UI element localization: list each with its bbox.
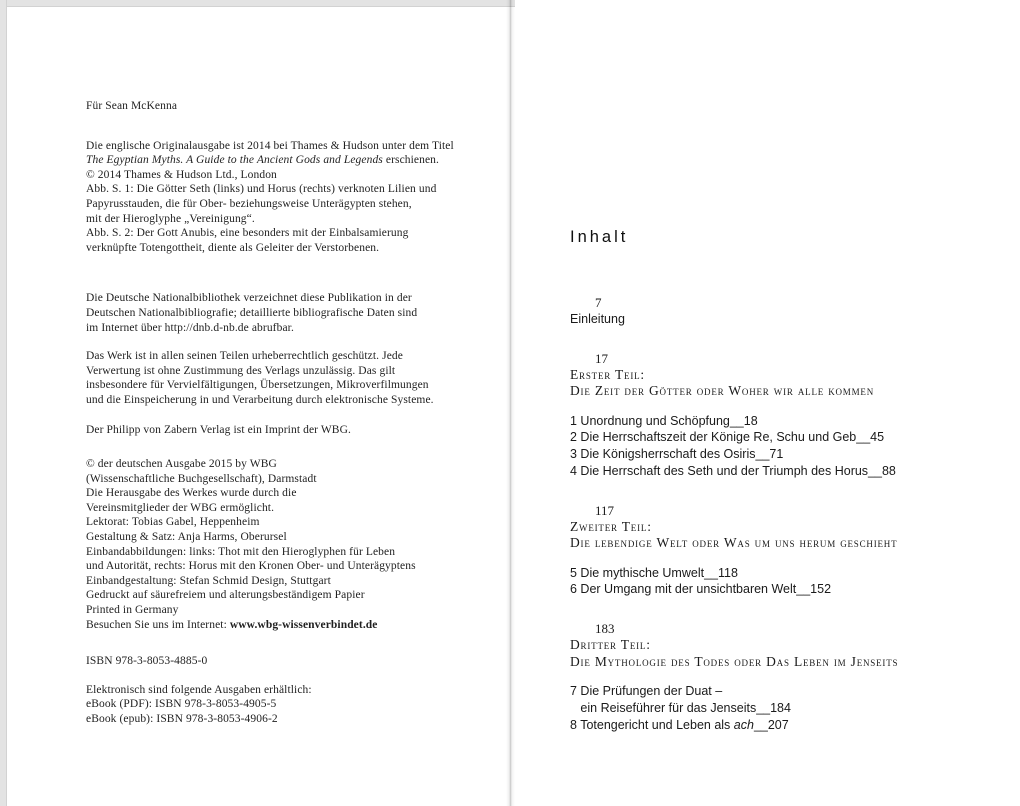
text-segment: Papyrusstauden, die für Ober- beziehungsweise Unterägypten stehen, [86, 197, 412, 210]
contents-page [515, 0, 1020, 806]
text-segment: 1 Unordnung und Schöpfung__18 [570, 413, 758, 428]
text-segment: Die Deutsche Nationalbibliothek verzeichnet diese Publikation in der [86, 292, 412, 305]
toc-chapter-entry [570, 429, 975, 446]
text-segment: ISBN 978-3-8053-4885-0 [86, 655, 208, 668]
text-line [86, 618, 506, 633]
text-segment: Die englische Originalausgabe ist 2014 bei Thames & Hudson unter dem Titel [86, 139, 454, 152]
page-left-edge [0, 0, 7, 806]
text-segment: © 2014 Thames & Hudson Ltd., London [86, 168, 277, 181]
text-segment: 4 Die Herrschaft des Seth und der Triumph des Horus__88 [570, 463, 896, 478]
toc-page-number: 183 [595, 621, 615, 637]
imprint-note-block [86, 423, 506, 438]
ebooks-block [86, 683, 506, 727]
toc-section [570, 620, 975, 733]
text-segment: Gedruckt auf säurefreiem und alterungsbeständigem Papier [86, 589, 365, 602]
text-line [86, 501, 506, 516]
text-segment: Die Herausgabe des Werkes wurde durch die [86, 487, 297, 500]
toc-chapter-list [570, 683, 975, 733]
text-line [86, 697, 506, 712]
text-segment: Abb. S. 2: Der Gott Anubis, eine besonders mit der Einbalsamierung [86, 227, 409, 240]
text-line [86, 197, 506, 212]
text-segment: © der deutschen Ausgabe 2015 by WBG [86, 458, 277, 471]
text-line [86, 603, 506, 618]
text-segment: Lektorat: Tobias Gabel, Heppenheim [86, 516, 260, 529]
text-segment: Das Werk ist in allen seinen Teilen urheberrechtlich geschützt. Jede [86, 350, 403, 363]
toc-section [570, 502, 975, 599]
isbn-block [86, 654, 506, 669]
toc-page-number: 17 [595, 350, 608, 366]
toc-section [570, 350, 975, 480]
text-segment: Gestaltung & Satz: Anja Harms, Oberursel [86, 531, 287, 544]
toc-sections [570, 294, 975, 734]
toc-chapter-list [570, 413, 975, 480]
toc-chapter-entry [570, 413, 975, 430]
toc-chapter-list [570, 565, 975, 599]
text-segment: verknüpfte Totengottheit, diente als Geleiter der Verstorbenen. [86, 241, 380, 254]
text-segment: Verwertung ist ohne Zustimmung des Verlags unzulässig. Das gilt [86, 364, 396, 377]
toc-part-title: Die Zeit der Götter oder Woher wir alle kommen [570, 383, 875, 398]
text-segment: Einbandgestaltung: Stefan Schmid Design, Stuttgart [86, 574, 331, 587]
toc-chapter-entry [570, 700, 975, 717]
text-segment: __207 [753, 717, 789, 732]
toc-part-title: Erster Teil: [570, 366, 645, 382]
dnb-note-block [86, 291, 506, 335]
text-line [86, 226, 506, 241]
dedication-text: Für Sean McKenna [86, 100, 178, 112]
toc-chapter-entry [570, 446, 975, 463]
imprint-page [8, 8, 506, 806]
text-line [86, 712, 506, 727]
text-segment: 3 Die Königsherrschaft des Osiris__71 [570, 447, 784, 462]
text-segment: 7 Die Prüfungen der Duat – [570, 684, 723, 699]
text-line [86, 364, 506, 379]
toc-chapter-entry [570, 581, 975, 598]
text-line [86, 393, 506, 408]
original-edition-block [86, 139, 506, 256]
text-line [86, 486, 506, 501]
text-segment: ein Reiseführer für das Jenseits__184 [570, 701, 791, 716]
text-segment: ach [733, 717, 754, 732]
text-segment: Der Philipp von Zabern Verlag ist ein Imprint der WBG. [86, 423, 351, 436]
copyright-note-block [86, 349, 506, 407]
german-edition-block [86, 457, 506, 632]
toc-section [570, 294, 975, 328]
text-segment: 6 Der Umgang mit der unsichtbaren Welt__152 [570, 582, 832, 597]
text-segment: eBook (PDF): ISBN 978-3-8053-4905-5 [86, 698, 277, 711]
text-line [86, 321, 506, 336]
text-segment: eBook (epub): ISBN 978-3-8053-4906-2 [86, 713, 278, 725]
text-line [86, 291, 506, 306]
toc-part-title: Die lebendige Welt oder Was um uns herum geschieht [570, 535, 898, 551]
text-segment: (Wissenschaftliche Buchgesellschaft), Darmstadt [86, 472, 317, 485]
text-line [86, 349, 506, 364]
toc-chapter-entry [570, 565, 975, 582]
text-line [86, 472, 506, 487]
text-segment: erschienen. [382, 154, 440, 167]
text-segment: 5 Die mythische Umwelt__118 [570, 565, 738, 580]
text-line [86, 574, 506, 589]
imprint-content [8, 8, 506, 727]
text-segment: Einbandabbildungen: links: Thot mit den Hieroglyphen für Leben [86, 545, 396, 558]
toc-chapter-entry [570, 463, 975, 480]
text-line [86, 530, 506, 545]
text-line [86, 588, 506, 603]
toc-page-number: 117 [595, 502, 615, 518]
text-segment: 8 Totengericht und Leben als [570, 717, 734, 732]
toc-part-title: Die Mythologie des Todes oder Das Leben im Jenseits [570, 653, 899, 669]
text-segment: The Egyptian Myths. A Guide to the Ancient Gods and Legends [86, 154, 383, 167]
text-segment: insbesondere für Vervielfältigungen, Übersetzungen, Mikroverfilmungen [86, 379, 429, 392]
text-line [86, 212, 506, 227]
text-line [86, 153, 506, 168]
text-segment: Elektronisch sind folgende Ausgaben erhältlich: [86, 683, 312, 696]
text-line [86, 241, 506, 256]
text-segment: 2 Die Herrschaftszeit der Könige Re, Schu und Geb__45 [570, 430, 885, 445]
text-line [86, 683, 506, 698]
text-line [86, 168, 506, 183]
toc-entry-title: Einleitung [570, 312, 625, 326]
toc-part-title: Zweiter Teil: [570, 518, 652, 534]
text-segment: Deutschen Nationalbibliografie; detaillierte bibliografische Daten sind [86, 306, 418, 319]
text-segment: und Autorität, rechts: Horus mit den Kronen Ober- und Unterägyptens [86, 560, 416, 573]
text-segment: im Internet über http://dnb.d-nb.de abrufbar. [86, 321, 294, 334]
text-line [86, 182, 506, 197]
text-line [86, 559, 506, 574]
text-segment: www.wbg-wissenverbindet.de [229, 618, 378, 631]
toc-chapter-entry [570, 717, 975, 734]
text-line [86, 378, 506, 393]
toc-page-number: 7 [595, 295, 602, 310]
toc-chapter-entry [570, 683, 975, 700]
text-segment: und die Einspeicherung in und Verarbeitung durch elektronische Systeme. [86, 393, 434, 406]
text-line [86, 515, 506, 530]
text-line [86, 654, 506, 669]
page-gutter [506, 0, 515, 806]
text-line [86, 139, 506, 154]
text-segment: Vereinsmitglieder der WBG ermöglicht. [86, 501, 275, 514]
text-line [86, 423, 506, 438]
text-segment: mit der Hieroglyphe „Vereinigung“. [86, 212, 255, 225]
text-line [86, 306, 506, 321]
text-segment: Abb. S. 1: Die Götter Seth (links) und Horus (rechts) verknoten Lilien und [86, 183, 437, 196]
toc-part-title: Dritter Teil: [570, 637, 651, 653]
contents-heading: Inhalt [570, 228, 629, 246]
text-line [86, 545, 506, 560]
table-of-contents [515, 0, 975, 734]
text-segment: Printed in Germany [86, 604, 179, 617]
text-segment: Besuchen Sie uns im Internet: [86, 618, 230, 631]
text-line [86, 457, 506, 472]
